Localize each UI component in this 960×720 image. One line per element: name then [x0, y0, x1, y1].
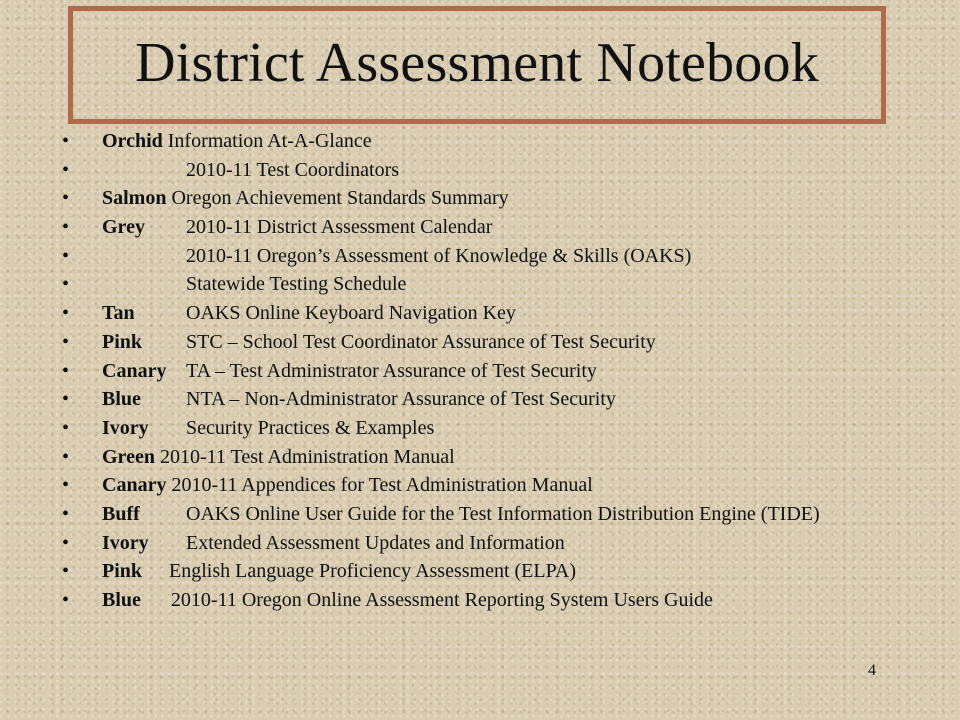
list-item [62, 589, 942, 612]
page-title: District Assessment Notebook [135, 32, 819, 94]
bullet: • [62, 216, 70, 239]
title-box [68, 6, 886, 124]
item-color: Ivory [102, 531, 149, 554]
list-item [62, 245, 942, 268]
bullet: • [62, 158, 70, 181]
item-color: Blue [102, 589, 141, 611]
list-item [62, 187, 942, 210]
list-item [62, 388, 942, 411]
item-color: Blue [102, 388, 141, 411]
item-color: Pink [102, 330, 143, 353]
notebook-contents-list [62, 130, 942, 618]
bullet: • [62, 531, 70, 554]
bullet: • [62, 416, 70, 439]
bullet: • [62, 560, 70, 583]
bullet: • [62, 273, 70, 296]
list-item [62, 159, 942, 182]
item-description: Oregon Achievement Standards Summary [171, 187, 509, 210]
item-description: OAKS Online Keyboard Navigation Key [186, 302, 516, 325]
item-color: Buff [102, 502, 140, 525]
item-color: Pink [102, 560, 143, 583]
list-item [62, 560, 942, 583]
bullet: • [62, 187, 70, 210]
list-item [62, 273, 942, 296]
item-color: Canary [102, 474, 167, 497]
item-description: TA – Test Administrator Assurance of Test Security [186, 359, 597, 382]
list-item [62, 446, 942, 469]
bullet: • [62, 502, 70, 525]
bullet: • [62, 359, 70, 382]
list-item [62, 503, 942, 526]
item-description: 2010-11 Oregon Online Assessment Reporting System Users Guide [170, 589, 713, 611]
bullet: • [62, 445, 70, 468]
item-description: NTA – Non-Administrator Assurance of Test Security [186, 388, 616, 411]
item-color: Orchid [102, 130, 163, 152]
item-description: 2010-11 Appendices for Test Administration Manual [171, 474, 593, 497]
bullet: • [62, 302, 70, 325]
item-description: Security Practices & Examples [186, 416, 435, 439]
bullet: • [62, 474, 70, 497]
list-item [62, 216, 942, 239]
bullet: • [62, 388, 70, 411]
list-item [62, 417, 942, 440]
item-description: Statewide Testing Schedule [186, 273, 407, 296]
item-color: Ivory [102, 416, 149, 439]
item-description: 2010-11 Test Administration Manual [159, 445, 455, 468]
item-color: Salmon [102, 187, 167, 210]
item-color: Canary [102, 359, 167, 382]
item-description: OAKS Online User Guide for the Test Information Distribution Engine (TIDE) [186, 502, 820, 525]
item-description: English Language Proficiency Assessment (ELPA) [169, 560, 577, 583]
item-description: Information At-A-Glance [167, 130, 372, 152]
item-description: 2010-11 District Assessment Calendar [186, 216, 493, 239]
bullet: • [62, 244, 70, 267]
list-item [62, 532, 942, 555]
bullet: • [62, 130, 70, 152]
item-color: Tan [102, 302, 135, 325]
item-description: 2010-11 Oregon’s Assessment of Knowledge & Skills (OAKS) [186, 244, 692, 267]
item-color: Grey [102, 216, 145, 239]
list-item [62, 130, 942, 153]
item-description: 2010-11 Test Coordinators [186, 158, 400, 181]
item-description: STC – School Test Coordinator Assurance of Test Security [186, 330, 656, 353]
bullet: • [62, 589, 70, 611]
item-color: Green [102, 445, 155, 468]
list-item [62, 302, 942, 325]
list-item [62, 331, 942, 354]
bullet: • [62, 330, 70, 353]
list-item [62, 474, 942, 497]
list-item [62, 360, 942, 383]
page-number: 4 [868, 662, 876, 679]
item-description: Extended Assessment Updates and Information [186, 531, 565, 554]
